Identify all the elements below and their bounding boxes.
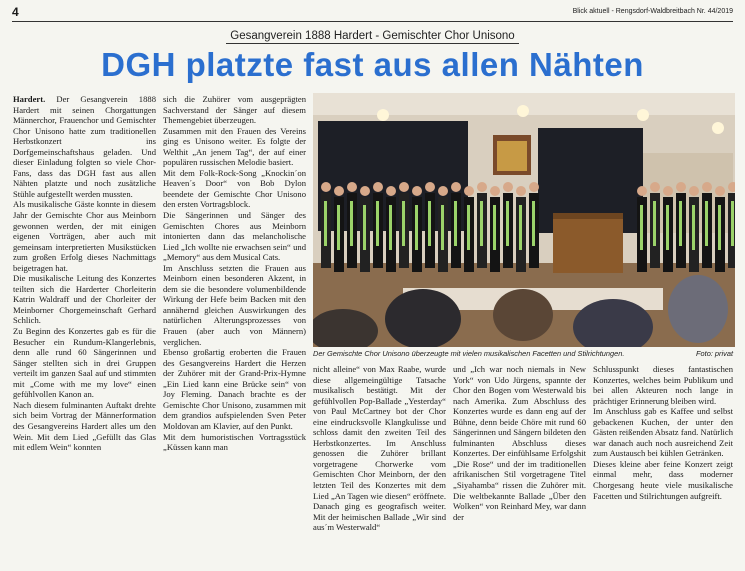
choir-head — [451, 182, 461, 192]
article-paragraph: Mit dem humoristischen Vortragsstück „Küssen kann man — [163, 431, 306, 453]
choir-head — [637, 186, 647, 196]
choir-sash — [441, 205, 444, 250]
article-paragraph: Die musikalische Leitung des Konzertes teilten sich die Harderter Chorleiterin Katrin Waldraff und der Chorleiter der Meinborner Chorgemeinschaft Gerhard Schlich. — [13, 273, 156, 326]
choir-sash — [679, 201, 682, 246]
choir-sash — [337, 205, 340, 250]
text-column-2 — [163, 94, 306, 566]
article-paragraph: Die Sängerinnen und Sänger des Gemischten Chores aus Meinborn intonierten dann das melancholische Lied „Ich wollte nie erwachsen sein“ und „Memory“ aus dem Musical Cats. — [163, 210, 306, 263]
article-headline: DGH platzte fast aus allen Nähten — [101, 46, 644, 83]
choir-photo-illustration — [313, 93, 735, 347]
header-rule — [12, 21, 733, 22]
choir-sash — [493, 205, 496, 250]
choir-sash — [532, 201, 535, 246]
choir-head — [477, 182, 487, 192]
article-paragraph: Nach diesem fulminanten Auftakt drehte sich beim Vortrag der Männerformation des Gesangvereins Hardert alles um den Wein. Mit dem Lied „Gefüllt das Glas mit edlem Wein“ konnten — [13, 399, 156, 453]
choir-photo — [313, 93, 735, 347]
choir-head — [529, 182, 539, 192]
article-paragraph: Als musikalische Gäste konnte in diesem Jahr der Gemischte Chor aus Meinborn gewonnen werden, der mit einigen eigenen Vorträgen, aber auch mit gemeinsam interpretierten Musikstücken zum großen Erfolg dieses Nachmittags beigetragen hat. — [13, 199, 156, 273]
text-column-5 — [593, 364, 733, 569]
choir-head — [438, 186, 448, 196]
text-column-4 — [453, 364, 586, 569]
article-paragraph: Im Anschluss setzten die Frauen aus Meinborn einen besonderen Akzent, in dem sie die besondere volumenbildende Wirkung der Hefe beim Backen mit den annähernd gleichen Auswirkungen des natürlichen Alterungsprozesses von Frauen (aber auch von Männern) verglichen. — [163, 262, 306, 347]
article-paragraph: sich die Zuhörer vom ausgeprägten Sachverstand der Sänger auf diesem Themengebiet überzeugen. — [163, 94, 306, 126]
article-paragraph: Mit dem Folk-Rock-Song „Knockin´on Heaven´s Door“ von Bob Dylon beendete der Gemischte Chor Unisono den ersten Vortragsblock. — [163, 167, 306, 210]
choir-head — [399, 182, 409, 192]
choir-sash — [467, 205, 470, 250]
article-paragraph: Hardert. Der Gesangverein 1888 Hardert mit seinen Chorgattungen Männerchor, Frauenchor und Gemischter Chor Unisono hatte zum traditionellen Herbstkonzert ins Dorfgemeinschaftshaus geladen. Und dieser Einladung folgten so viele Chor-Fans, dass das DGH fast aus allen Nähten platzte und noch zusätzliche Stühle aufgestellt werden mussten. — [13, 94, 156, 199]
choir-head — [702, 182, 712, 192]
choir-sash — [692, 205, 695, 250]
choir-head — [676, 182, 686, 192]
choir-sash — [480, 201, 483, 246]
choir-head — [516, 186, 526, 196]
choir-sash — [506, 201, 509, 246]
choir-sash — [415, 205, 418, 250]
choir-sash — [731, 201, 734, 246]
choir-head — [334, 186, 344, 196]
choir-head — [360, 186, 370, 196]
choir-sash — [653, 201, 656, 246]
choir-head — [490, 186, 500, 196]
photo-caption — [313, 349, 735, 358]
article-paragraph: Zusammen mit den Frauen des Vereins ging es Unisono weiter. Es folgte der Welthit „An jenem Tag“, der auf einer populären russischen Melodie basiert. — [163, 125, 306, 168]
choir-head — [464, 186, 474, 196]
choir-head — [321, 182, 331, 192]
article-paragraph: Dieses kleine aber feine Konzert zeigt einmal mehr, dass moderner Chorgesang heute viele musikalische Facetten und Stilrichtungen aufgreift. — [593, 458, 733, 501]
choir-sash — [519, 205, 522, 250]
choir-head — [412, 186, 422, 196]
choir-sash — [389, 205, 392, 250]
choir-sash — [640, 205, 643, 250]
text-column-3 — [313, 364, 446, 569]
article-paragraph: Zu Beginn des Konzertes gab es für die Besucher ein Rundum-Klangerlebnis, denn alle rund 60 Sängerinnen und Sänger stellten sich in drei Gruppen verteilt im ganzen Saal auf und stimmten mit „Come with me my love“ einen gefühlvollen Kanon an. — [13, 326, 156, 400]
choir-head — [347, 182, 357, 192]
kicker-text: Gesangverein 1888 Hardert - Gemischter Chor Unisono — [226, 30, 518, 44]
publication-info: Blick aktuell - Rengsdorf-Waldbreitbach Nr. 44/2019 — [572, 8, 733, 15]
choir-head — [386, 186, 396, 196]
choir-sash — [376, 201, 379, 246]
article-paragraph: nicht alleine“ von Max Raabe, wurde diese allgemeingültige Tatsache musikalisch bestätigt. Mit der gefühlvollen Pop-Ballade „Yesterday“ von Paul McCartney bot der Chor eine eindrucksvolle Klangkulisse und schloss damit den zweiten Teil des Herbstkonzertes. Im Anschluss genossen die Zuhörer brillant vorgetragene Chorwerke vom Gemischten Chor Meinborn, der den letzten Teil des Konzertes mit dem Lied „An Tagen wie diesen“ eröffnete. Danach ging es geografisch weiter. Mit der heimischen Ballade „Wir sind aus´m Westerwald“ — [313, 364, 446, 533]
page-number: 4 — [12, 5, 19, 19]
choir-head — [373, 182, 383, 192]
dateline: Hardert. — [13, 94, 46, 104]
article-kicker — [0, 30, 745, 42]
choir-sash — [402, 201, 405, 246]
choir-sash — [666, 205, 669, 250]
choir-head — [650, 182, 660, 192]
choir-sash — [454, 201, 457, 246]
photo-credit: Foto: privat — [696, 349, 733, 358]
choir-head — [663, 186, 673, 196]
article-paragraph: Ebenso großartig eroberten die Frauen des Gesangvereins Hardert die Herzen der Zuhörer mit der Grand-Prix-Hymne „Ein Lied kann eine Brücke sein“ von Joy Fleming. Danach brachte es der Gemischte Chor Unisono, zusammen mit dem grandios aufspielenden Sven Peter Moldovan am Klavier, auf den Punkt. — [163, 347, 306, 431]
choir-sash — [428, 201, 431, 246]
choir-head — [715, 186, 725, 196]
choir-sash — [718, 205, 721, 250]
article-paragraph: Im Anschluss gab es Kaffee und selbst gebackenen Kuchen, der unter den Gästen reißenden Absatz fand. Natürlich war danach auch noch ausreichend Zeit zum Austausch bei kühlen Getränken. — [593, 406, 733, 459]
article-paragraph: und „Ich war noch niemals in New York“ von Udo Jürgens, spannte der Chor den Bogen vom Westerwald bis nach Amerika. Zum Abschluss des Konzertes wurde es dann eng auf der Bühne, denn beide Chöre mit rund 60 Sängerinnen und Sängern bildeten den fulminanten Abschluss dieses Konzertes. Der einfühlsame Erfolgshit „Die Rose“ und der im traditionellen afrikanischen Stil vorgetragene Titel „Siyahamba“ rissen die Zuhörer mit. Die weltbekannte Ballade „Über den Wolken“ von Reinhard Mey, war dann der — [453, 364, 586, 522]
choir-head — [503, 182, 513, 192]
choir-head — [425, 182, 435, 192]
caption-text: Der Gemischte Chor Unisono überzeugte mit vielen musikalischen Facetten und Stilrichtungen. — [313, 349, 625, 358]
text-column-1 — [13, 94, 156, 566]
choir-sash — [350, 201, 353, 246]
article-paragraph: Schlusspunkt dieses fantastischen Konzertes, welches beim Publikum und bei allen Akteuren noch lange in prächtiger Erinnerung bleiben wird. — [593, 364, 733, 406]
choir-sash — [363, 205, 366, 250]
choir-sash — [324, 201, 327, 246]
choir-head — [689, 186, 699, 196]
choir-sash — [705, 201, 708, 246]
